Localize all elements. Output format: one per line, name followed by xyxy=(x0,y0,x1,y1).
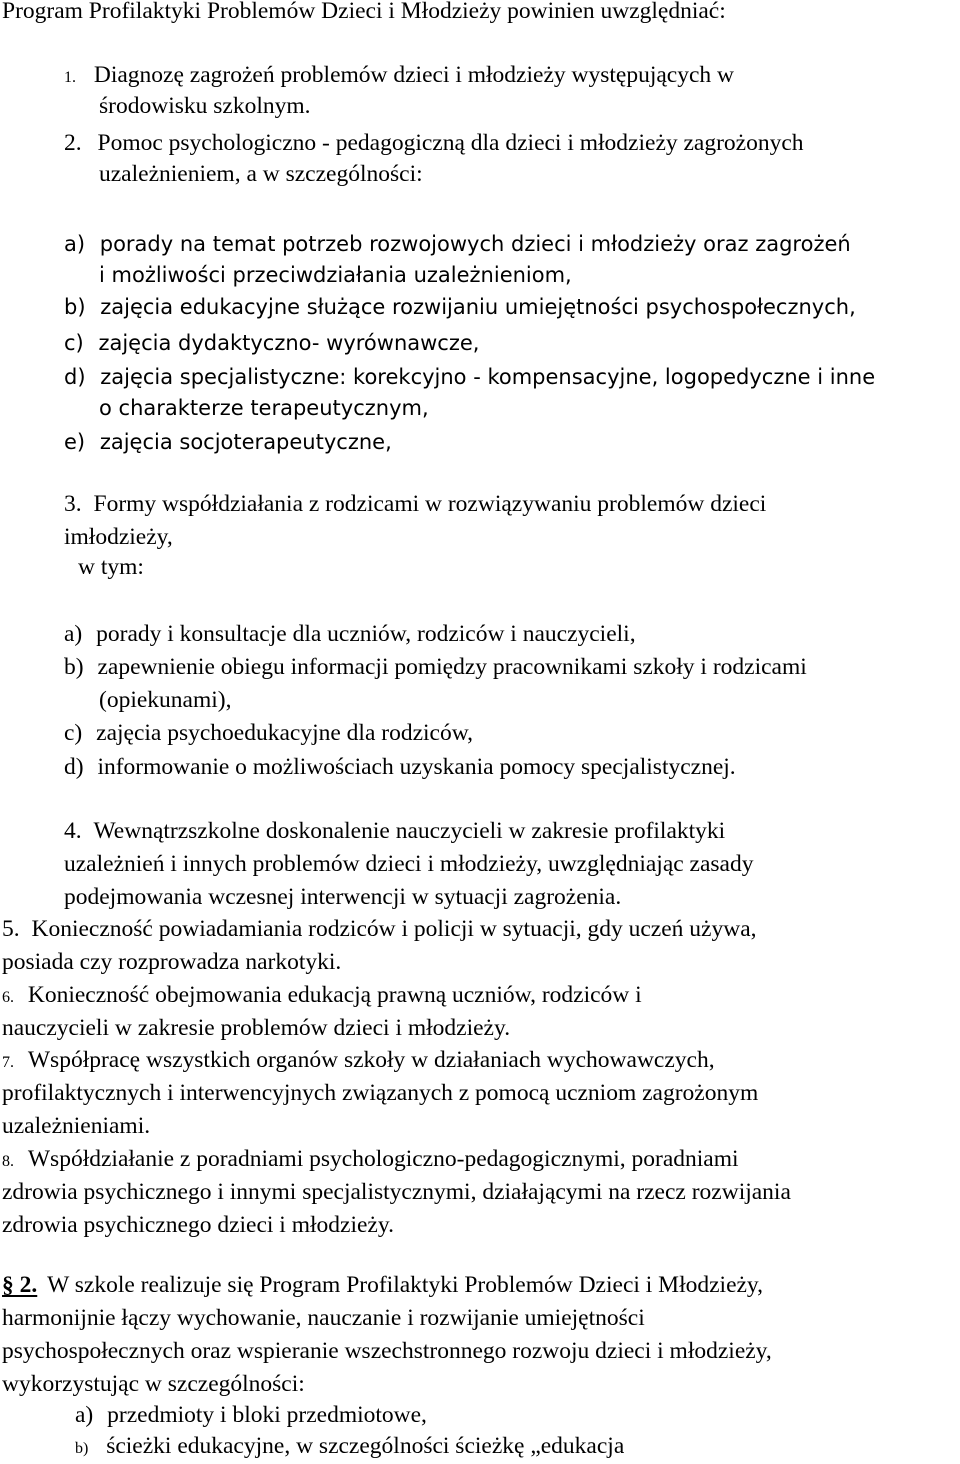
sub-item-text: przedmioty i bloki przedmiotowe, xyxy=(107,1402,427,1428)
sub-item-text: porady na temat potrzeb rozwojowych dzieci i młodzieży oraz zagrożeń xyxy=(99,232,851,256)
section-text: W szkole realizuje się Program Profilaktyki Problemów Dzieci i Młodzieży, xyxy=(47,1272,764,1298)
list-item xyxy=(64,489,766,519)
sub-item-marker: b) xyxy=(64,654,84,680)
item-number: 7. xyxy=(2,1054,14,1071)
sub-item-text: i możliwości przeciwdziałania uzależnieniom, xyxy=(99,263,572,287)
sub-item-text: zapewnienie obiegu informacji pomiędzy pracownikami szkoły i rodzicami xyxy=(97,654,807,680)
sub-item-text: (opiekunami), xyxy=(99,687,232,713)
sub-item-marker: b) xyxy=(64,295,86,319)
sub-item xyxy=(75,1431,624,1464)
item-text: Konieczność obejmowania edukacją prawną uczniów, rodziców i xyxy=(27,982,642,1008)
item-text: uzależnieniem, a w szczególności: xyxy=(99,161,423,187)
sub-item xyxy=(64,328,479,358)
section-text: harmonijnie łączy wychowanie, nauczanie i rozwijanie umiejętności xyxy=(2,1305,645,1331)
section-heading xyxy=(2,1270,763,1300)
list-item xyxy=(2,1144,739,1177)
item-number: 8. xyxy=(2,1153,14,1170)
sub-item-marker: a) xyxy=(64,621,83,647)
sub-item xyxy=(64,229,851,259)
item-text: imłodzieży, xyxy=(64,524,173,550)
section-text: wykorzystując w szczególności: xyxy=(2,1371,305,1397)
sub-item xyxy=(64,427,392,457)
list-item xyxy=(2,914,757,944)
sub-item-marker: d) xyxy=(64,754,84,780)
sub-item xyxy=(64,718,473,748)
item-number: 4. xyxy=(64,818,82,844)
sub-item xyxy=(64,652,807,682)
sub-item-text: o charakterze terapeutycznym, xyxy=(99,396,429,420)
item-text: Konieczność powiadamiania rodziców i policji w sytuacji, gdy uczeń używa, xyxy=(31,916,757,942)
list-item xyxy=(2,980,642,1013)
section-symbol: § 2. xyxy=(2,1272,38,1298)
sub-item-text: zajęcia specjalistyczne: korekcyjno - kompensacyjne, logopedyczne i inne xyxy=(100,365,876,389)
intro-text: Program Profilaktyki Problemów Dzieci i Młodzieży powinien uwzględniać: xyxy=(2,0,726,24)
item-text: posiada czy rozprowadza narkotyki. xyxy=(2,949,342,975)
sub-item-marker: e) xyxy=(64,430,86,454)
item-text: Współdziałanie z poradniami psychologiczno-pedagogicznymi, poradniami xyxy=(27,1146,739,1172)
item-text: uzależnień i innych problemów dzieci i młodzieży, uwzględniając zasady xyxy=(64,851,754,877)
item-number: 5. xyxy=(2,916,20,942)
sub-item-text: zajęcia socjoterapeutyczne, xyxy=(99,430,392,454)
list-item xyxy=(64,128,804,158)
sub-item-marker: c) xyxy=(64,720,83,746)
item-text: w tym: xyxy=(78,554,144,580)
section-text: psychospołecznych oraz wspieranie wszechstronnego rozwoju dzieci i młodzieży, xyxy=(2,1338,772,1364)
sub-item-text: informowanie o możliwościach uzyskania pomocy specjalistycznej. xyxy=(97,754,736,780)
item-text: Wewnątrzszkolne doskonalenie nauczycieli w zakresie profilaktyki xyxy=(93,818,726,844)
sub-item-text: zajęcia edukacyjne służące rozwijaniu umiejętności psychospołecznych, xyxy=(100,295,856,319)
sub-item-text: zajęcia psychoedukacyjne dla rodziców, xyxy=(96,720,474,746)
item-text: zdrowia psychicznego dzieci i młodzieży. xyxy=(2,1212,394,1238)
sub-item-text: zajęcia dydaktyczno- wyrównawcze, xyxy=(98,331,480,355)
item-number: 2. xyxy=(64,130,82,156)
sub-item-text: ścieżki edukacyjne, w szczególności ścieżkę „edukacja xyxy=(106,1433,625,1459)
item-text: Pomoc psychologiczno - pedagogiczną dla dzieci i młodzieży zagrożonych xyxy=(97,130,804,156)
sub-item-marker: b) xyxy=(75,1440,89,1457)
item-text: zdrowia psychicznego i innymi specjalistycznymi, działającymi na rzecz rozwijania xyxy=(2,1179,791,1205)
item-number: 3. xyxy=(64,491,82,517)
sub-item xyxy=(64,752,736,782)
item-text: środowisku szkolnym. xyxy=(99,93,311,119)
item-text: profilaktycznych i interwencyjnych związanych z pomocą uczniom zagrożonym xyxy=(2,1080,759,1106)
sub-item-marker: d) xyxy=(64,365,86,389)
item-text: Współpracę wszystkich organów szkoły w działaniach wychowawczych, xyxy=(27,1047,715,1073)
item-text: podejmowania wczesnej interwencji w sytuacji zagrożenia. xyxy=(64,884,622,910)
list-item xyxy=(64,60,734,93)
sub-item xyxy=(64,362,875,392)
item-text: Diagnozę zagrożeń problemów dzieci i młodzieży występujących w xyxy=(93,62,734,88)
item-text: uzależnieniami. xyxy=(2,1113,151,1139)
sub-item-marker: c) xyxy=(64,331,84,355)
sub-item-marker: a) xyxy=(75,1402,94,1428)
item-number: 1. xyxy=(64,69,76,86)
list-item xyxy=(2,1045,715,1078)
sub-item-text: porady i konsultacje dla uczniów, rodziców i nauczycieli, xyxy=(96,621,636,647)
sub-item xyxy=(64,619,636,649)
item-text: Formy współdziałania z rodzicami w rozwiązywaniu problemów dzieci xyxy=(93,491,767,517)
sub-item xyxy=(64,292,856,322)
item-text: nauczycieli w zakresie problemów dzieci i młodzieży. xyxy=(2,1015,511,1041)
sub-item-marker: a) xyxy=(64,232,86,256)
sub-item xyxy=(75,1400,427,1430)
item-number: 6. xyxy=(2,989,14,1006)
list-item xyxy=(64,816,725,846)
